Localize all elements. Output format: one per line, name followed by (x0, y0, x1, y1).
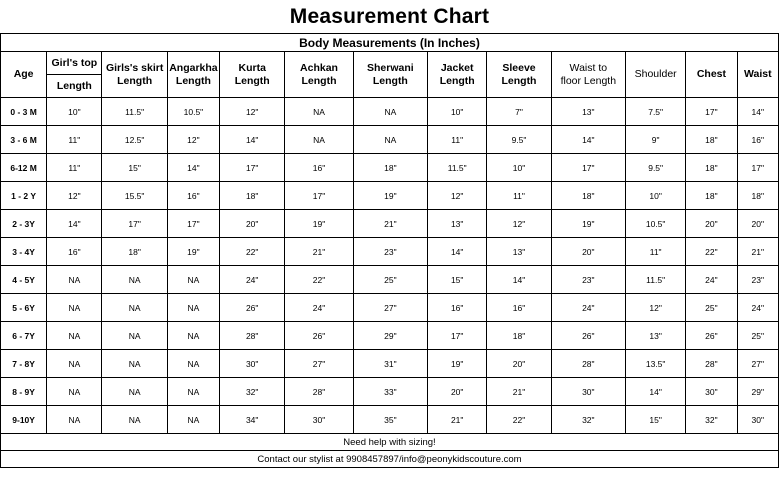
column-header-line1: Angarkha (169, 61, 218, 74)
subtitle-row (1, 34, 779, 52)
measurement-cell: NA (47, 350, 102, 378)
measurement-cell: 28" (551, 350, 625, 378)
column-header (102, 52, 167, 98)
measurement-cell: 28" (686, 350, 737, 378)
age-cell: 4 - 5Y (1, 266, 47, 294)
measurement-cell: 10" (487, 154, 551, 182)
age-cell: 9-10Y (1, 406, 47, 434)
measurement-cell: 16" (167, 182, 219, 210)
measurement-cell: 13" (487, 238, 551, 266)
table-row (1, 98, 779, 126)
measurement-cell: 32" (551, 406, 625, 434)
measurement-cell: 17" (428, 322, 487, 350)
column-header (285, 52, 353, 98)
measurement-cell: 29" (737, 378, 778, 406)
column-header-line1: Sherwani (367, 61, 414, 74)
measurement-cell: NA (47, 406, 102, 434)
measurement-cell: 26" (551, 322, 625, 350)
measurement-cell: 14" (428, 238, 487, 266)
column-header: Girl's top (47, 52, 102, 75)
age-cell: 1 - 2 Y (1, 182, 47, 210)
measurement-cell: 20" (428, 378, 487, 406)
measurement-cell: NA (167, 350, 219, 378)
measurement-cell: 30" (220, 350, 285, 378)
sizing-help-note: Need help with sizing! (1, 434, 779, 451)
column-header (167, 52, 219, 98)
column-header (487, 52, 551, 98)
measurement-cell: 26" (220, 294, 285, 322)
measurement-cell: 25" (353, 266, 427, 294)
measurement-cell: 20" (487, 350, 551, 378)
measurement-table (0, 33, 779, 468)
column-header-line1: Achkan (300, 61, 338, 74)
measurement-cell: NA (102, 350, 167, 378)
measurement-cell: 33" (353, 378, 427, 406)
age-cell: 2 - 3Y (1, 210, 47, 238)
measurement-cell: 17" (167, 210, 219, 238)
measurement-cell: NA (167, 378, 219, 406)
column-header-line2: floor Length (560, 74, 617, 87)
table-row (1, 322, 779, 350)
column-header-line2: Length (439, 74, 475, 87)
column-header-line1: Jacket (440, 61, 474, 74)
measurement-cell: 18" (220, 182, 285, 210)
measurement-cell: 20" (737, 210, 778, 238)
measurement-cell: 24" (551, 294, 625, 322)
measurement-cell: 15" (428, 266, 487, 294)
measurement-cell: 9" (626, 126, 686, 154)
measurement-cell: 21" (737, 238, 778, 266)
measurement-cell: 11" (626, 238, 686, 266)
table-row (1, 238, 779, 266)
age-cell: 6-12 M (1, 154, 47, 182)
header-row (1, 52, 779, 75)
measurement-cell: NA (353, 126, 427, 154)
measurement-cell: 14" (737, 98, 778, 126)
measurement-cell: 13" (551, 98, 625, 126)
measurement-cell: 27" (285, 350, 353, 378)
column-header (1, 52, 47, 98)
measurement-cell: NA (353, 98, 427, 126)
measurement-cell: 22" (686, 238, 737, 266)
measurement-cell: 18" (737, 182, 778, 210)
measurement-cell: 10" (47, 98, 102, 126)
measurement-cell: 14" (47, 210, 102, 238)
age-cell: 7 - 8Y (1, 350, 47, 378)
measurement-cell: 15.5" (102, 182, 167, 210)
column-header (737, 52, 778, 98)
column-header-label: Age (13, 68, 34, 80)
column-header-line1: Waist to (569, 61, 608, 74)
measurement-cell: NA (285, 126, 353, 154)
footer-help-row (1, 434, 779, 451)
table-row (1, 126, 779, 154)
measurement-cell: 23" (353, 238, 427, 266)
measurement-cell: 19" (285, 210, 353, 238)
measurement-cell: 17" (220, 154, 285, 182)
column-header: Length (47, 75, 102, 98)
page-title: Measurement Chart (289, 4, 490, 28)
measurement-cell: 27" (353, 294, 427, 322)
measurement-cell: 24" (220, 266, 285, 294)
footer-contact-row (1, 451, 779, 468)
measurement-cell: 12" (428, 182, 487, 210)
measurement-cell: 14" (220, 126, 285, 154)
measurement-cell: 18" (551, 182, 625, 210)
column-header-line2: Length (234, 74, 270, 87)
table-row (1, 294, 779, 322)
measurement-cell: 30" (285, 406, 353, 434)
column-header (686, 52, 737, 98)
measurement-cell: 14" (626, 378, 686, 406)
column-header-line2: Length (501, 74, 537, 87)
measurement-cell: 14" (551, 126, 625, 154)
age-cell: 3 - 6 M (1, 126, 47, 154)
measurement-cell: 22" (285, 266, 353, 294)
measurement-cell: 28" (285, 378, 353, 406)
measurement-cell: 18" (686, 182, 737, 210)
measurement-cell: 14" (167, 154, 219, 182)
measurement-cell: 31" (353, 350, 427, 378)
measurement-cell: 12" (626, 294, 686, 322)
measurement-cell: 27" (737, 350, 778, 378)
measurement-cell: 18" (487, 322, 551, 350)
measurement-cell: 11" (47, 126, 102, 154)
measurement-cell: 18" (102, 238, 167, 266)
table-row (1, 378, 779, 406)
measurement-cell: NA (47, 266, 102, 294)
measurement-cell: 34" (220, 406, 285, 434)
measurement-cell: 16" (737, 126, 778, 154)
measurement-cell: 11" (428, 126, 487, 154)
measurement-cell: NA (102, 294, 167, 322)
measurement-cell: 26" (686, 322, 737, 350)
measurement-cell: NA (167, 294, 219, 322)
measurement-cell: 21" (353, 210, 427, 238)
table-row (1, 266, 779, 294)
age-cell: 0 - 3 M (1, 98, 47, 126)
table-row (1, 406, 779, 434)
measurement-cell: 7.5" (626, 98, 686, 126)
measurement-cell: 10" (626, 182, 686, 210)
measurement-cell: 11" (47, 154, 102, 182)
measurement-cell: 24" (686, 266, 737, 294)
measurement-cell: NA (167, 322, 219, 350)
measurement-cell: 32" (220, 378, 285, 406)
measurement-cell: NA (285, 98, 353, 126)
measurement-cell: NA (102, 322, 167, 350)
measurement-cell: 35" (353, 406, 427, 434)
measurement-cell: 20" (686, 210, 737, 238)
measurement-cell: 18" (686, 154, 737, 182)
measurement-cell: 17" (737, 154, 778, 182)
column-header-line2: Length (372, 74, 408, 87)
column-header (428, 52, 487, 98)
measurement-cell: 16" (285, 154, 353, 182)
measurement-cell: NA (47, 378, 102, 406)
measurement-cell: 13" (626, 322, 686, 350)
measurement-cell: 17" (285, 182, 353, 210)
table-row (1, 154, 779, 182)
measurement-cell: 30" (686, 378, 737, 406)
measurement-cell: 11.5" (102, 98, 167, 126)
column-header-line1: Kurta (238, 61, 266, 74)
measurement-cell: 18" (686, 126, 737, 154)
measurement-cell: 24" (737, 294, 778, 322)
measurement-cell: 12.5" (102, 126, 167, 154)
measurement-cell: 20" (220, 210, 285, 238)
measurement-cell: 12" (47, 182, 102, 210)
measurement-cell: 12" (220, 98, 285, 126)
measurement-cell: 23" (737, 266, 778, 294)
measurement-cell: 18" (353, 154, 427, 182)
column-header (353, 52, 427, 98)
measurement-cell: 9.5" (626, 154, 686, 182)
measurement-cell: NA (47, 294, 102, 322)
age-cell: 5 - 6Y (1, 294, 47, 322)
measurement-cell: 12" (487, 210, 551, 238)
measurement-cell: 30" (737, 406, 778, 434)
measurement-cell: 28" (220, 322, 285, 350)
table-subtitle: Body Measurements (In Inches) (1, 34, 779, 52)
measurement-cell: 24" (285, 294, 353, 322)
measurement-cell: 30" (551, 378, 625, 406)
measurement-cell: 10" (428, 98, 487, 126)
measurement-cell: 21" (285, 238, 353, 266)
measurement-cell: 14" (487, 266, 551, 294)
measurement-cell: 21" (428, 406, 487, 434)
measurement-cell: 10.5" (167, 98, 219, 126)
column-header-label: Waist (743, 68, 772, 80)
measurement-cell: NA (102, 266, 167, 294)
measurement-cell: 29" (353, 322, 427, 350)
age-cell: 8 - 9Y (1, 378, 47, 406)
column-header-line1: Sleeve (502, 61, 536, 74)
measurement-cell: 19" (551, 210, 625, 238)
table-row (1, 210, 779, 238)
measurement-cell: 13.5" (626, 350, 686, 378)
table-row (1, 182, 779, 210)
stylist-contact: Contact our stylist at 9908457897/info@peonykidscouture.com (1, 451, 779, 468)
measurement-cell: 19" (428, 350, 487, 378)
measurement-cell: 17" (686, 98, 737, 126)
measurement-cell: 15" (626, 406, 686, 434)
column-header-label: Chest (696, 68, 727, 80)
measurement-cell: NA (167, 266, 219, 294)
measurement-cell: 9.5" (487, 126, 551, 154)
measurement-cell: NA (102, 378, 167, 406)
measurement-cell: NA (47, 322, 102, 350)
measurement-cell: 16" (487, 294, 551, 322)
column-header-line2: Length (301, 74, 337, 87)
measurement-cell: 10.5" (626, 210, 686, 238)
measurement-cell: 21" (487, 378, 551, 406)
column-header (626, 52, 686, 98)
measurement-cell: 22" (487, 406, 551, 434)
measurement-cell: 16" (47, 238, 102, 266)
measurement-cell: 20" (551, 238, 625, 266)
measurement-cell: NA (102, 406, 167, 434)
measurement-cell: 16" (428, 294, 487, 322)
measurement-cell: 19" (167, 238, 219, 266)
measurement-cell: 12" (167, 126, 219, 154)
age-cell: 3 - 4Y (1, 238, 47, 266)
measurement-cell: 11.5" (626, 266, 686, 294)
measurement-cell: NA (167, 406, 219, 434)
column-header-label: Shoulder (634, 68, 677, 80)
measurement-cell: 7" (487, 98, 551, 126)
measurement-cell: 17" (102, 210, 167, 238)
measurement-cell: 32" (686, 406, 737, 434)
measurement-cell: 11.5" (428, 154, 487, 182)
measurement-cell: 23" (551, 266, 625, 294)
column-header-line2: Length (175, 74, 211, 87)
age-cell: 6 - 7Y (1, 322, 47, 350)
measurement-cell: 15" (102, 154, 167, 182)
column-header-line1: Girls's skirt (105, 61, 164, 74)
measurement-cell: 25" (686, 294, 737, 322)
column-header (220, 52, 285, 98)
measurement-cell: 26" (285, 322, 353, 350)
measurement-cell: 25" (737, 322, 778, 350)
measurement-cell: 22" (220, 238, 285, 266)
measurement-cell: 19" (353, 182, 427, 210)
column-header-line2: Length (117, 74, 153, 87)
measurement-cell: 11" (487, 182, 551, 210)
table-row (1, 350, 779, 378)
measurement-cell: 13" (428, 210, 487, 238)
column-header (551, 52, 625, 98)
measurement-cell: 17" (551, 154, 625, 182)
